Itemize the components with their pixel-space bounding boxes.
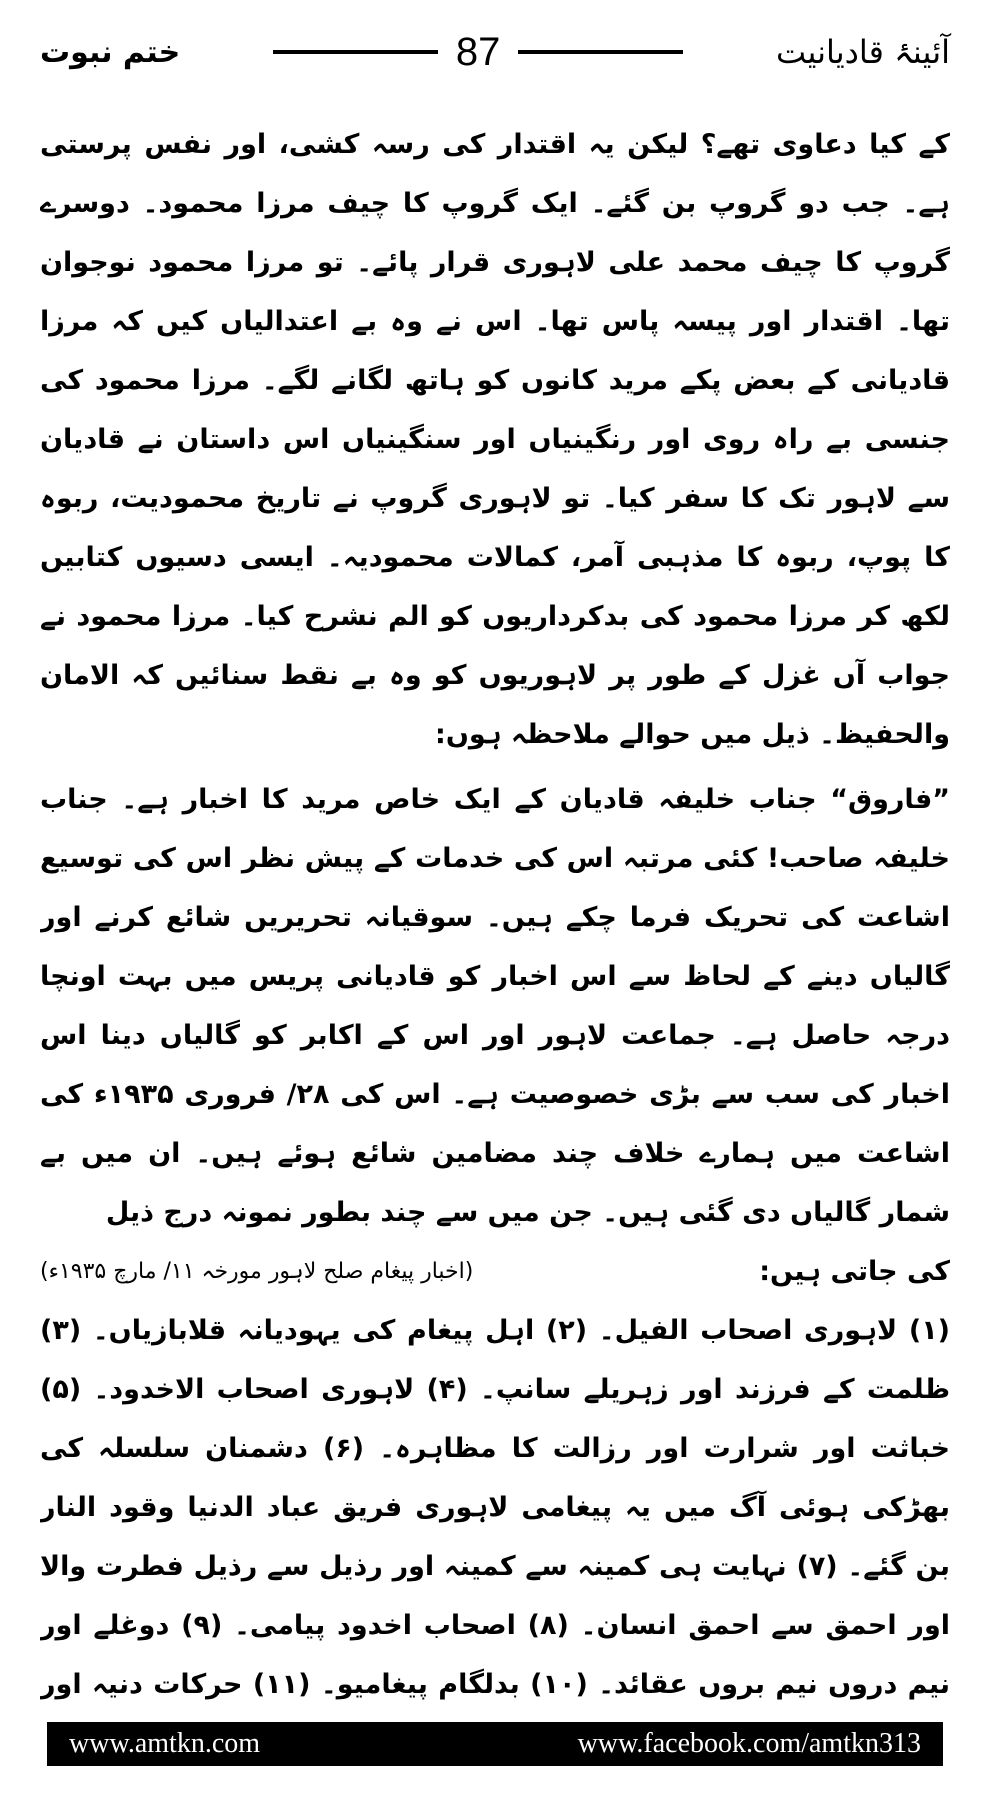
quote-end-line (40, 1242, 950, 1301)
header-rule-right (518, 50, 683, 54)
insult-list: (۱) لاہوری اصحاب الفیل۔ (۲) اہل پیغام کی یہودیانہ قلابازیاں۔ (۳) ظلمت کے فرزند اور زہریلے سانپ۔ (۴) لاہوری اصحاب الاخدود۔ (۵) خباثت اور شرارت اور رزالت کا مظاہرہ۔ (۶) دشمنان سلسلہ کی بھڑکی ہوئی آگ میں یہ پیغامی لاہوری فریق عباد الدنیا وقود النار بن گئے۔ (۷) نہایت ہی کمینہ سے کمینہ اور رذیل سے رذیل فطرت والا اور احمق سے احمق انسان۔ (۸) اصحاب اخدود پیامی۔ (۹) دوغلے اور نیم دروں نیم بروں عقائد۔ (۱۰) بدلگام پیغامیو۔ (۱۱) حرکات دنیہ اور (40, 1315, 950, 1700)
header-left-title: ختم نبوت (40, 34, 181, 70)
header-rule-left (273, 50, 438, 54)
footer-website-link[interactable]: www.amtkn.com (69, 1728, 261, 1759)
quoted-passage: ”فاروق“ جناب خلیفہ قادیان کے ایک خاص مرید کا اخبار ہے۔ جناب خلیفہ صاحب! کئی مرتبہ اس کی خدمات کے پیش نظر اس کی توسیع اشاعت کی تحریک فرما چکے ہیں۔ سوقیانہ تحریریں شائع کرنے اور گالیاں دینے کے لحاظ سے اس اخبار کو قادیانی پریس میں بہت اونچا درجہ حاصل ہے۔ جماعت لاہور اور اس کے اکابر کو گالیاں دینا اس اخبار کی سب سے بڑی خصوصیت ہے۔ اس کی ۲۸/ فروری ۱۹۳۵ء کی اشاعت میں ہمارے خلاف چند مضامین شائع ہوئے ہیں۔ ان میں بے شمار گالیاں دی گئی ہیں۔ جن میں سے چند بطور نمونہ درج ذیل (40, 784, 950, 1228)
footer-facebook-link[interactable]: www.facebook.com/amtkn313 (577, 1728, 921, 1759)
page-header (40, 22, 950, 82)
page-body (40, 115, 950, 1715)
page-number: 87 (455, 29, 501, 74)
page-footer (47, 1722, 943, 1766)
header-book-title: آئینۂ قادیانیت (776, 33, 950, 71)
quote-end-text: کی جاتی ہیں: (759, 1256, 950, 1287)
header-page-number-group (273, 30, 684, 75)
source-reference: (اخبار پیغام صلح لاہور مورخہ ۱۱/ مارچ ۱۹۳۵ء) (40, 1259, 474, 1284)
paragraph-intro: کے کیا دعاوی تھے؟ لیکن یہ اقتدار کی رسہ کشی، اور نفس پرستی ہے۔ جب دو گروپ بن گئے۔ ایک گروپ کا چیف مرزا محمود۔ دوسرے گروپ کا چیف محمد علی لاہوری قرار پائے۔ تو مرزا محمود نوجوان تھا۔ اقتدار اور پیسہ پاس تھا۔ اس نے وہ بے اعتدالیاں کیں کہ مرزا قادیانی کے بعض پکے مرید کانوں کو ہاتھ لگانے لگے۔ مرزا محمود کی جنسی بے راہ روی اور رنگینیاں اور سنگینیاں اس داستان نے قادیان سے لاہور تک کا سفر کیا۔ تو لاہوری گروپ نے تاریخ محمودیت، ربوہ کا پوپ، ربوہ کا مذہبی آمر، کمالات محمودیہ۔ ایسی دسیوں کتابیں لکھ کر مرزا محمود کی بدکرداریوں کو الم نشرح کیا۔ مرزا محمود نے جواب آں غزل کے طور پر لاہوریوں کو وہ بے نقط سنائیں کہ الامان والحفیظ۔ ذیل میں حوالے ملاحظہ ہوں: (40, 129, 950, 750)
